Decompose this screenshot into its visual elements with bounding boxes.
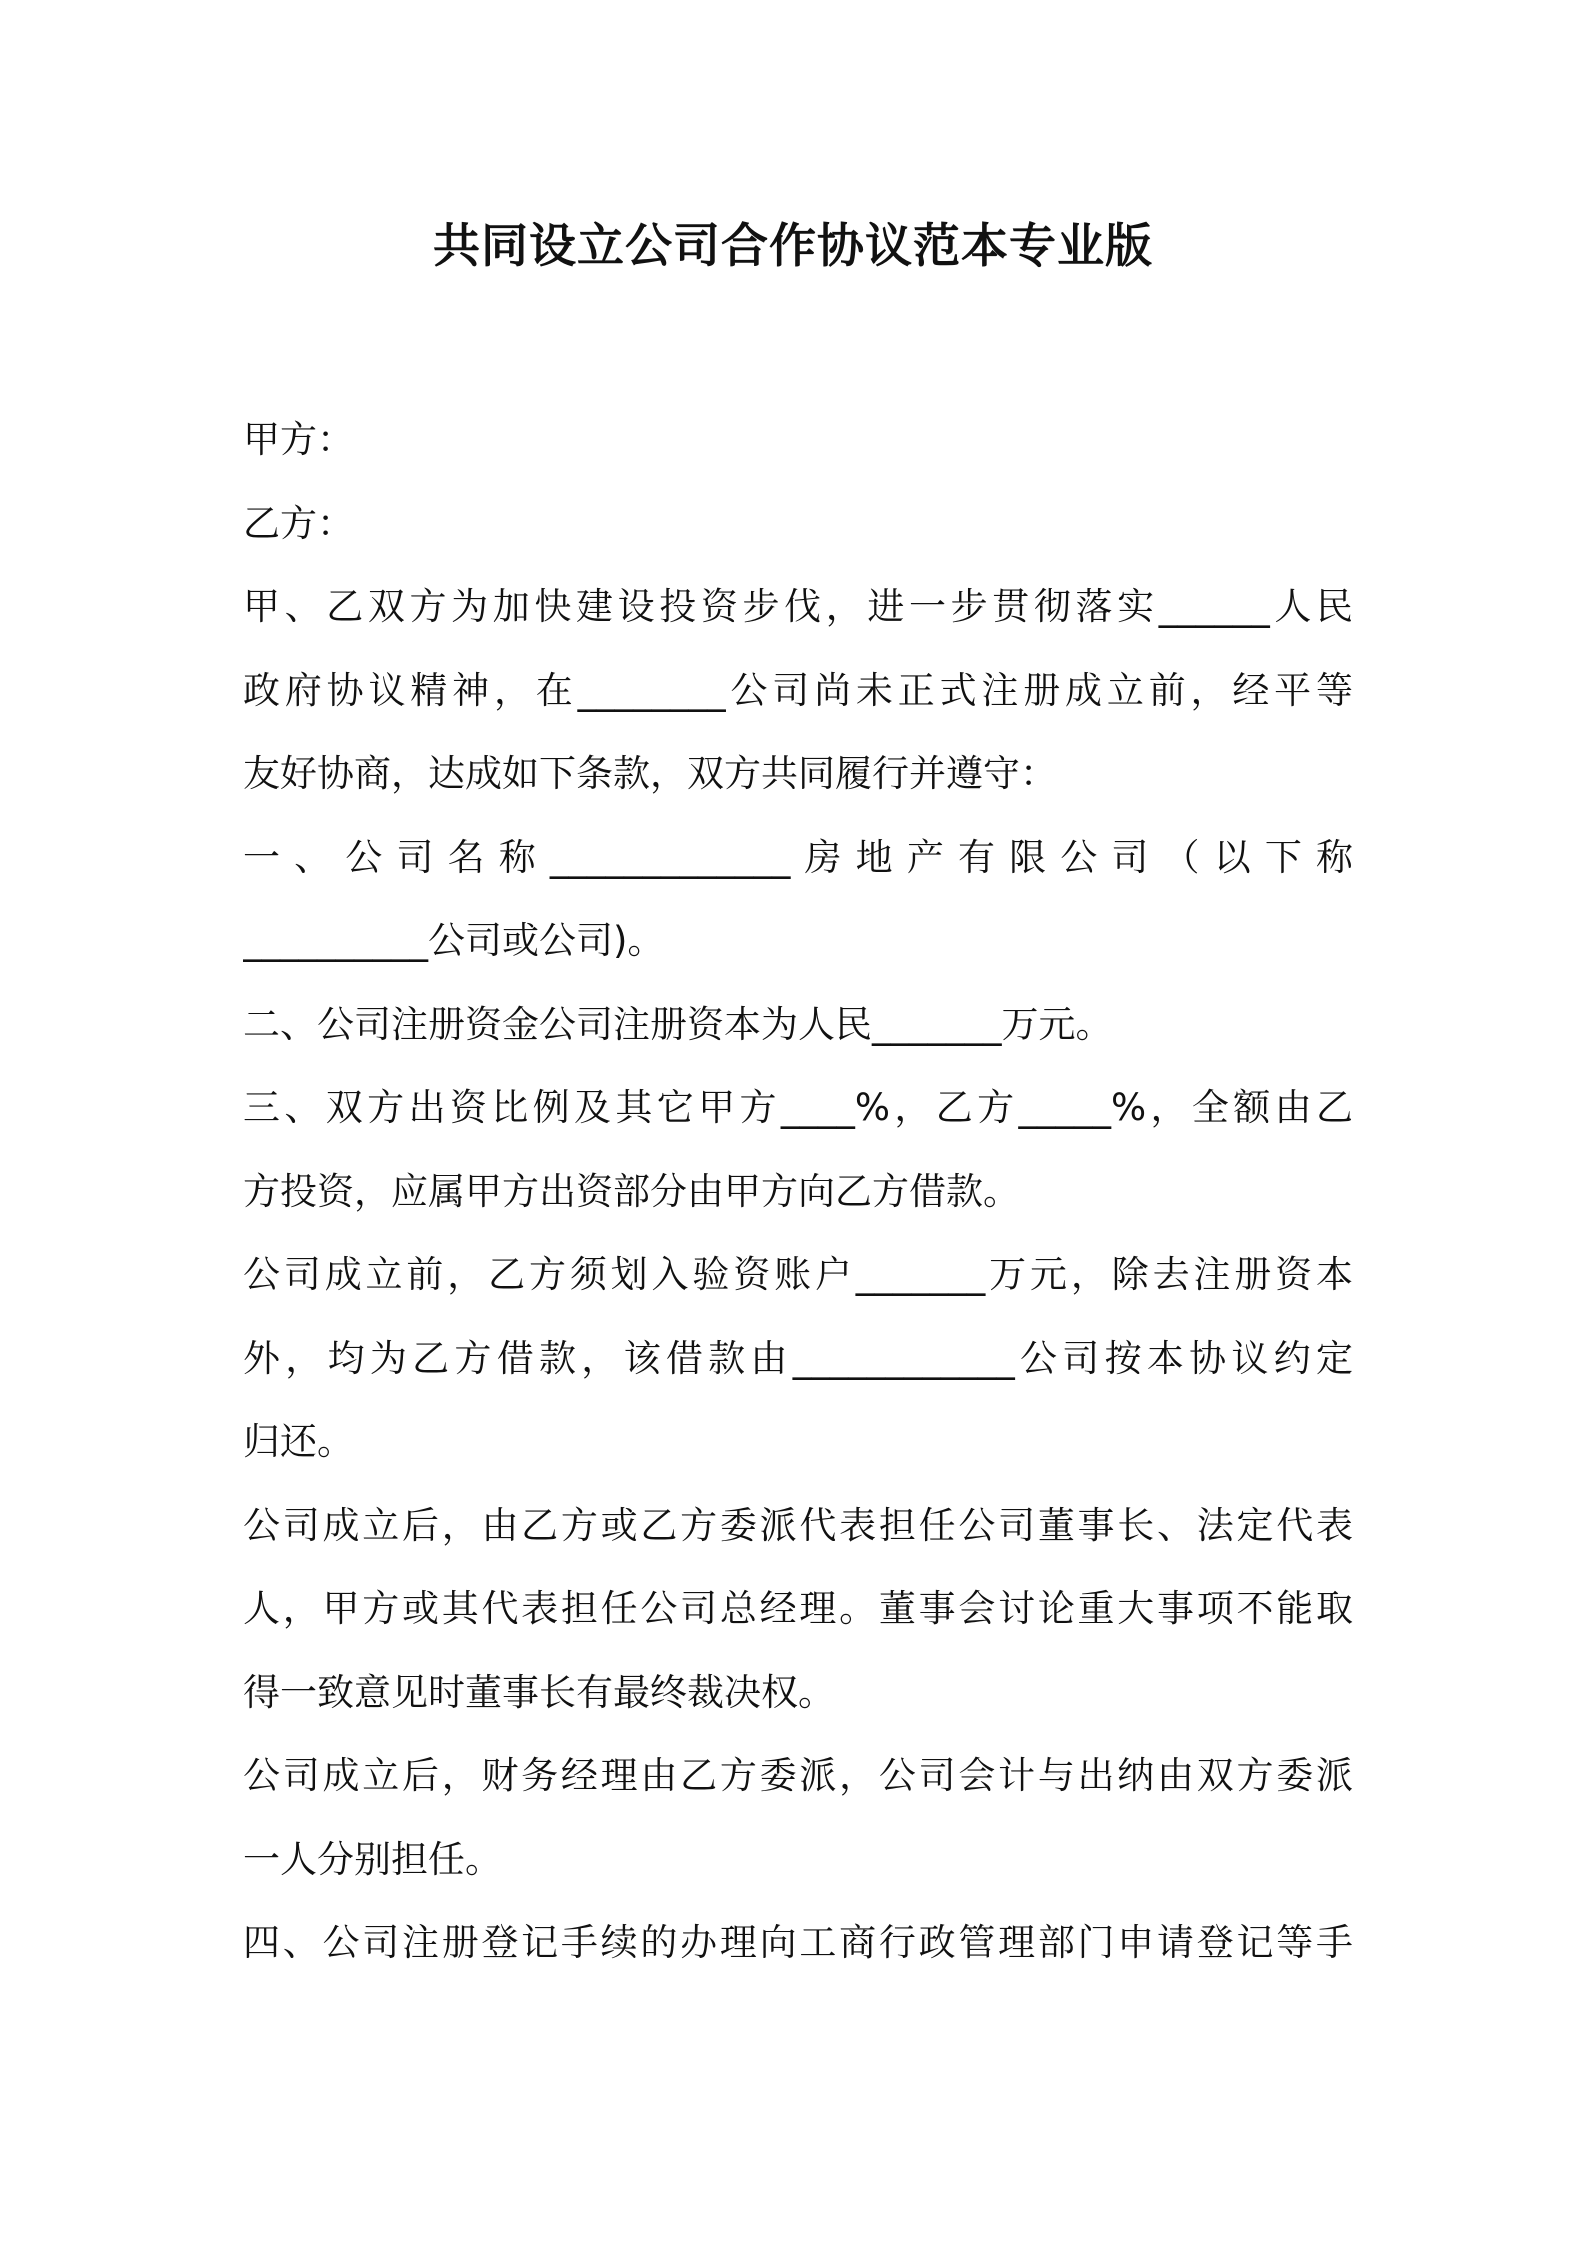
paragraph-line: 友好协商，达成如下条款，双方共同履行并遵守： [243, 752, 1057, 795]
document-body [243, 398, 1353, 1985]
clause-line: 方投资，应属甲方出资部分由甲方向乙方借款。 [243, 1169, 1020, 1213]
paragraph-line: 一人分别担任。 [243, 1837, 502, 1881]
clause-line: 三、双方出资比例及其它甲方____%，乙方_____%，全额由乙 [243, 1086, 1353, 1129]
party-a-label: 甲方： [243, 418, 354, 461]
paragraph-line: 政府协议精神，在________公司尚未正式注册成立前，经平等 [243, 668, 1353, 712]
paragraph-line: 甲、乙双方为加快建设投资步伐，进一步贯彻落实______人民 [243, 585, 1353, 628]
paragraph-line: 外，均为乙方借款，该借款由____________公司按本协议约定 [243, 1336, 1353, 1380]
clause-line: 一、公司名称_____________房地产有限公司（以下称 [243, 835, 1353, 879]
paragraph-line: 人，甲方或其代表担任公司总经理。董事会讨论重大事项不能取 [243, 1587, 1353, 1630]
paragraph-line: 公司成立后，财务经理由乙方委派，公司会计与出纳由双方委派 [243, 1754, 1353, 1797]
clause-line: __________公司或公司)。 [243, 919, 665, 962]
paragraph-line: 公司成立前，乙方须划入验资账户_______万元，除去注册资本 [243, 1253, 1353, 1296]
clause-line: 二、公司注册资金公司注册资本为人民_______万元。 [243, 1002, 1113, 1046]
paragraph-line: 归还。 [243, 1420, 354, 1463]
clause-line: 四、公司注册登记手续的办理向工商行政管理部门申请登记等手 [243, 1921, 1353, 1964]
document-title: 共同设立公司合作协议范本专业版 [433, 219, 1153, 274]
paragraph-line: 得一致意见时董事长有最终裁决权。 [243, 1670, 835, 1714]
paragraph-line: 公司成立后，由乙方或乙方委派代表担任公司董事长、法定代表 [243, 1503, 1353, 1547]
party-b-label: 乙方： [243, 501, 354, 545]
